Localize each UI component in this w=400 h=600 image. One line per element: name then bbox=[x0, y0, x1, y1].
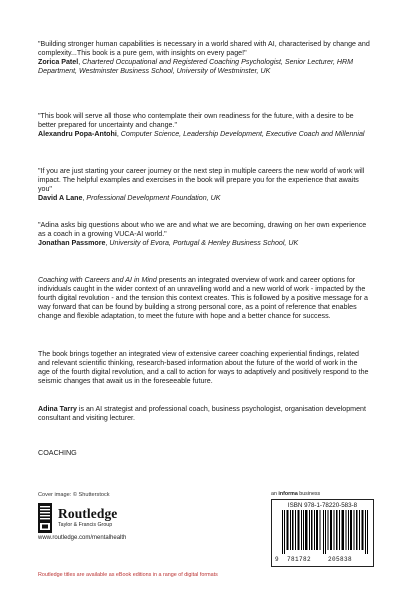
barcode-first-digit: 9 bbox=[275, 556, 279, 563]
quote-text: "If you are just starting your career journey or the next step in multiple careers the new world of work will impact. The helpful examples and exercises in the book will prepare you for the experience that awaits you" bbox=[38, 167, 365, 193]
barcode-group-2: 205838 bbox=[328, 556, 353, 563]
description-text: presents an integrated overview of work and career options for individuals caught in the wider context of an unravelling world and a new world of work - impacted by the fourth digital revolution - and the tension this context creates. This is followed by a positive message for a way forward that can be found by building a strong personal core, as a point of reference that enables change and flexible adaptation, to meet the future with hope and a better chance for success. bbox=[38, 276, 368, 320]
quote-text: "This book will serve all those who contemplate their own readiness for the future, with a desire to be better prepared for uncertainty and change." bbox=[38, 112, 354, 129]
category-label: COACHING bbox=[38, 448, 77, 457]
informa-suffix: business bbox=[297, 491, 321, 497]
quote-affiliation: Chartered Occupational and Registered Coaching Psychologist, Senior Lecturer, HRM Department, Westminster Business School, University of Westminster, UK bbox=[38, 58, 354, 75]
barcode-icon bbox=[282, 510, 368, 554]
informa-tag bbox=[271, 491, 320, 497]
book-title: Coaching with Careers and AI in Mind bbox=[38, 276, 157, 284]
quote-2: "This book will serve all those who contemplate their own readiness for the future, with a desire to be better prepared for uncertainty and change." Alexandru Popa-Antohi, Computer Science, Leadership Development, Executive Coach and Millennial bbox=[38, 112, 365, 138]
ebook-note: Routledge titles are available as eBook editions in a range of digital formats bbox=[38, 572, 218, 578]
author-bio-text: is an AI strategist and professional coach, business psychologist, organisation development consultant and visiting lecturer. bbox=[38, 405, 366, 422]
isbn-label: ISBN 978-1-78220-583-8 bbox=[287, 502, 358, 509]
routledge-mark-icon bbox=[38, 503, 52, 533]
quote-text: "Adina asks big questions about who we are and what we are becoming, drawing on her own experience as a coach in a growing VUCA-AI world." bbox=[38, 221, 367, 238]
quote-author: David A Lane bbox=[38, 194, 83, 202]
summary-text: The book brings together an integrated view of extensive career coaching experiential findings, related and relevant scientific thinking, research-based information about the future of the world of work in the age of the fourth digital revolution, and a call to action for ways to adaptively and positively respond to the seismic changes that await us in the foreseeable future. bbox=[38, 350, 369, 385]
quote-affiliation: Computer Science, Leadership Development, Executive Coach and Millennial bbox=[120, 130, 365, 138]
author-name: Adina Tarry bbox=[38, 405, 77, 413]
informa-prefix: an bbox=[271, 491, 279, 497]
publisher-name: Routledge bbox=[58, 506, 118, 521]
quote-text: "Building stronger human capabilities is necessary in a world shared with AI, characterised by change and complexity...This book is a pure gem, with insights on every page!" bbox=[38, 40, 370, 57]
quote-3: "If you are just starting your career journey or the next step in multiple careers the new world of work will impact. The helpful examples and exercises in the book will prepare you for the experience that awaits you" David A Lane, Professional Development Foundation, UK bbox=[38, 167, 365, 202]
routledge-logo bbox=[38, 503, 178, 533]
informa-bold: informa bbox=[278, 491, 298, 497]
author-bio bbox=[38, 405, 371, 423]
book-description bbox=[38, 276, 371, 321]
publisher-url[interactable]: www.routledge.com/mentalhealth bbox=[38, 535, 127, 541]
book-summary bbox=[38, 350, 371, 386]
barcode-box bbox=[271, 499, 374, 567]
quote-author: Alexandru Popa-Antohi bbox=[38, 130, 117, 138]
cover-credit: Cover image: © Shutterstock bbox=[38, 492, 110, 498]
publisher-subtitle: Taylor & Francis Group bbox=[58, 522, 113, 528]
barcode-group-1: 781782 bbox=[287, 556, 312, 563]
quote-author: Zorica Patel bbox=[38, 58, 79, 66]
quote-4: "Adina asks big questions about who we are and what we are becoming, drawing on her own experience as a coach in a growing VUCA-AI world." Jonathan Passmore, University of Evora, Portugal & Henley Business School, UK bbox=[38, 221, 367, 247]
quote-affiliation: Professional Development Foundation, UK bbox=[86, 194, 221, 202]
quote-affiliation: University of Evora, Portugal & Henley Business School, UK bbox=[109, 239, 299, 247]
quote-1: "Building stronger human capabilities is necessary in a world shared with AI, characterised by change and complexity...This book is a pure gem, with insights on every page!" Zorica Patel, Chartered Occupational and Registered Coaching Psychologist, Senior Lecturer, HRM Department, Westminster Business School, University of Westminster, UK bbox=[38, 40, 370, 75]
quote-author: Jonathan Passmore bbox=[38, 239, 106, 247]
